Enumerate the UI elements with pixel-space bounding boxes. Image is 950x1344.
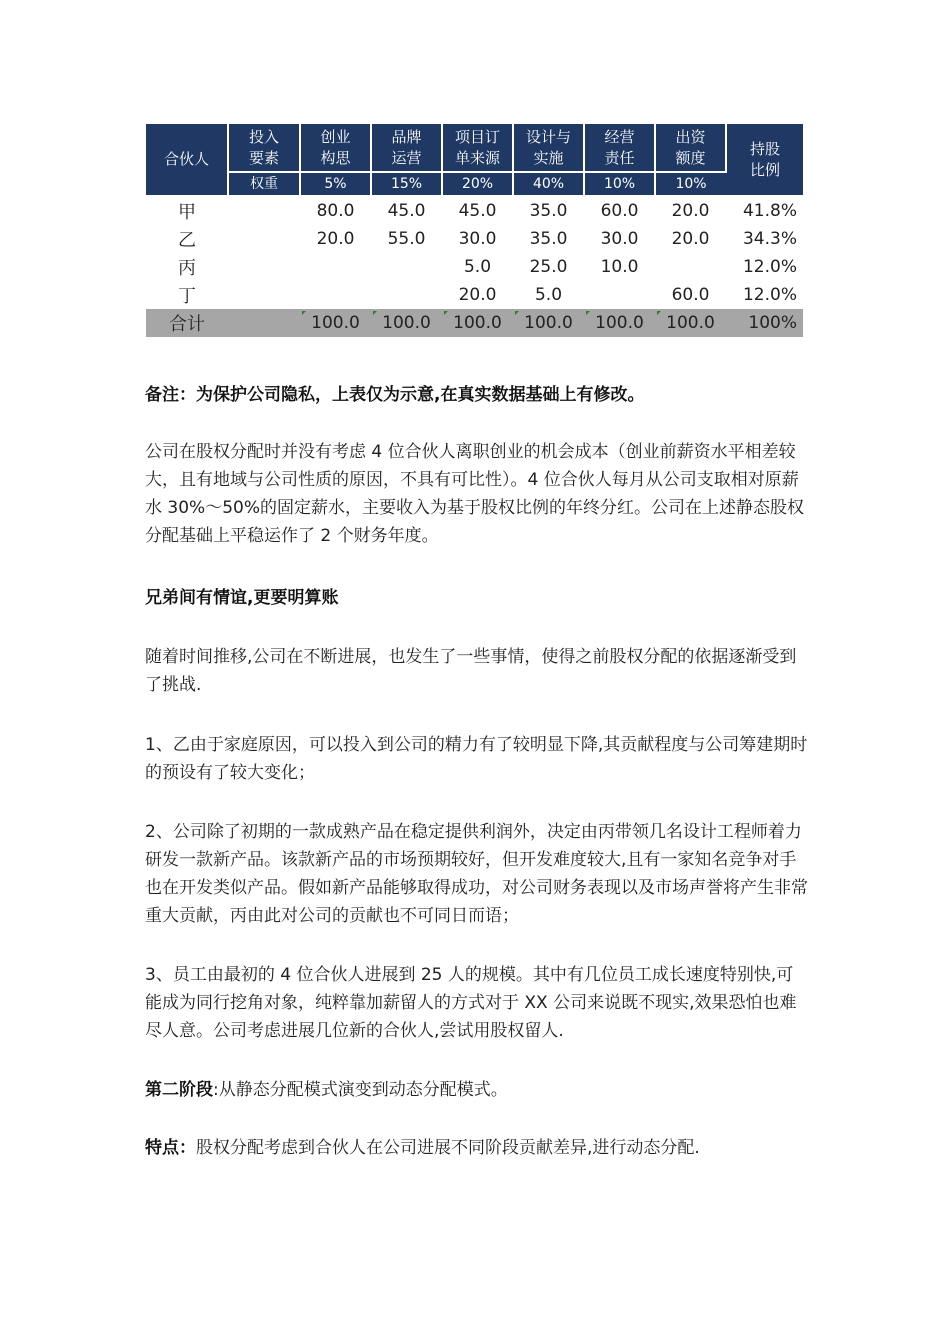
- partner-name: 丁: [178, 286, 196, 307]
- table-cell: [371, 281, 442, 309]
- table-cell: 25.0: [529, 257, 568, 277]
- paragraph-opportunity-cost: 公司在股权分配时并没有考虑 4 位合伙人离职创业的机会成本（创业前薪资水平相差较大，且有地域与公司性质的原因，不具有可比性）。4 位合伙人每月从公司支取相对原薪水 30%～50%的固定薪水，主要收入为基于股权比例的年终分红。公司在上述静态股权分配基础上平稳运作了 2 个财务年度。: [145, 442, 804, 546]
- total-cell: 100.0: [655, 309, 726, 337]
- weight-col-4: 40%: [513, 172, 584, 196]
- header-weight-label: 权重: [228, 172, 300, 196]
- feature-text: 股权分配考虑到合伙人在公司进展不同阶段贡献差异,进行动态分配.: [196, 1138, 700, 1158]
- weight-col-3: 20%: [442, 172, 513, 196]
- table-cell: 20.0: [671, 229, 710, 249]
- table-cell: 10.0: [600, 257, 639, 277]
- table-row: [146, 281, 803, 309]
- header-factor: 投入 要素: [228, 124, 300, 172]
- weight-col-6: 10%: [655, 172, 726, 196]
- total-cell: 100.0: [584, 309, 655, 337]
- privacy-note: 备注：为保护公司隐私，上表仅为示意,在真实数据基础上有修改。: [145, 385, 645, 405]
- total-cell: 100.0: [442, 309, 513, 337]
- table-cell: 45.0: [387, 201, 426, 221]
- weight-col-1: 5%: [300, 172, 371, 196]
- equity-allocation-table: [146, 124, 803, 337]
- weight-col-5: 10%: [584, 172, 655, 196]
- stage-line: [145, 1076, 810, 1104]
- total-cell: 100.0: [513, 309, 584, 337]
- header-col-6: 出资 额度: [655, 124, 726, 172]
- feature-label: 特点：: [145, 1138, 196, 1158]
- table-cell: [300, 281, 371, 309]
- partner-name: 甲: [178, 202, 196, 223]
- share-cell: 12.0%: [742, 257, 797, 277]
- table-cell: 55.0: [387, 229, 426, 249]
- total-cell: 100.0: [371, 309, 442, 337]
- empty-cell: [228, 253, 300, 281]
- table-cell: 60.0: [671, 285, 710, 305]
- share-cell: 34.3%: [742, 229, 797, 249]
- empty-cell: [228, 225, 300, 253]
- table-cell: 30.0: [600, 229, 639, 249]
- table-cell: 20.0: [671, 201, 710, 221]
- header-col-2: 品牌 运营: [371, 124, 442, 172]
- header-col-4: 设计与 实施: [513, 124, 584, 172]
- empty-cell: [228, 196, 300, 225]
- total-label: 合计: [146, 309, 228, 337]
- table-cell: [655, 253, 726, 281]
- list-item-1: 1、乙由于家庭原因，可以投入到公司的精力有了较明显下降,其贡献程度与公司筹建期时的预设有了较大变化；: [145, 735, 808, 783]
- table-cell: 20.0: [316, 229, 355, 249]
- partner-name: 乙: [178, 230, 196, 251]
- table-cell: 60.0: [600, 201, 639, 221]
- table-header-row: [146, 124, 803, 172]
- table-cell: 5.0: [534, 285, 563, 305]
- list-item-2: 2、公司除了初期的一款成熟产品在稳定提供利润外，决定由丙带领几名设计工程师着力研发一款新产品。该款新产品的市场预期较好，但开发难度较大,且有一家知名竞争对手也在开发类似产品。假如新产品能够取得成功，对公司财务表现以及市场声誉将产生非常重大贡献，丙由此对公司的贡献也不可同日而语；: [145, 822, 808, 926]
- stage-text: :从静态分配模式演变到动态分配模式。: [213, 1080, 508, 1100]
- table-cell: [584, 281, 655, 309]
- table-total-row: [146, 309, 803, 337]
- table-cell: 45.0: [458, 201, 497, 221]
- table-cell: [300, 253, 371, 281]
- table-cell: 5.0: [463, 257, 492, 277]
- header-col-3: 项目订 单来源: [442, 124, 513, 172]
- empty-cell: [228, 281, 300, 309]
- header-share: 持股 比例: [726, 124, 803, 196]
- table-cell: 80.0: [316, 201, 355, 221]
- table-row: [146, 196, 803, 225]
- header-col-5: 经营 责任: [584, 124, 655, 172]
- feature-line: [145, 1134, 810, 1162]
- table-row: [146, 253, 803, 281]
- total-cell: 100.0: [300, 309, 371, 337]
- section-heading: 兄弟间有情谊,更要明算账: [145, 588, 339, 608]
- paragraph-challenges: 随着时间推移,公司在不断进展，也发生了一些事情，使得之前股权分配的依据逐渐受到了挑战.: [145, 647, 797, 695]
- total-share-cell: 100%: [726, 309, 803, 337]
- table-cell: 30.0: [458, 229, 497, 249]
- stage-label: 第二阶段: [145, 1080, 213, 1100]
- table-cell: 35.0: [529, 229, 568, 249]
- header-col-1: 创业 构思: [300, 124, 371, 172]
- table-cell: [371, 253, 442, 281]
- partner-name: 丙: [178, 258, 196, 279]
- table-row: [146, 225, 803, 253]
- weight-col-2: 15%: [371, 172, 442, 196]
- share-cell: 41.8%: [742, 201, 797, 221]
- share-cell: 12.0%: [742, 285, 797, 305]
- table-weight-row: [146, 172, 803, 196]
- header-partner: 合伙人: [146, 124, 228, 196]
- table-cell: 35.0: [529, 201, 568, 221]
- list-item-3: 3、员工由最初的 4 位合伙人进展到 25 人的规模。其中有几位员工成长速度特别快,可能成为同行挖角对象，纯粹靠加薪留人的方式对于 XX 公司来说既不现实,效果恐怕也难尽人意。公司考虑进展几位新的合伙人,尝试用股权留人.: [145, 965, 797, 1041]
- table-cell: 20.0: [458, 285, 497, 305]
- empty-cell: [228, 309, 300, 337]
